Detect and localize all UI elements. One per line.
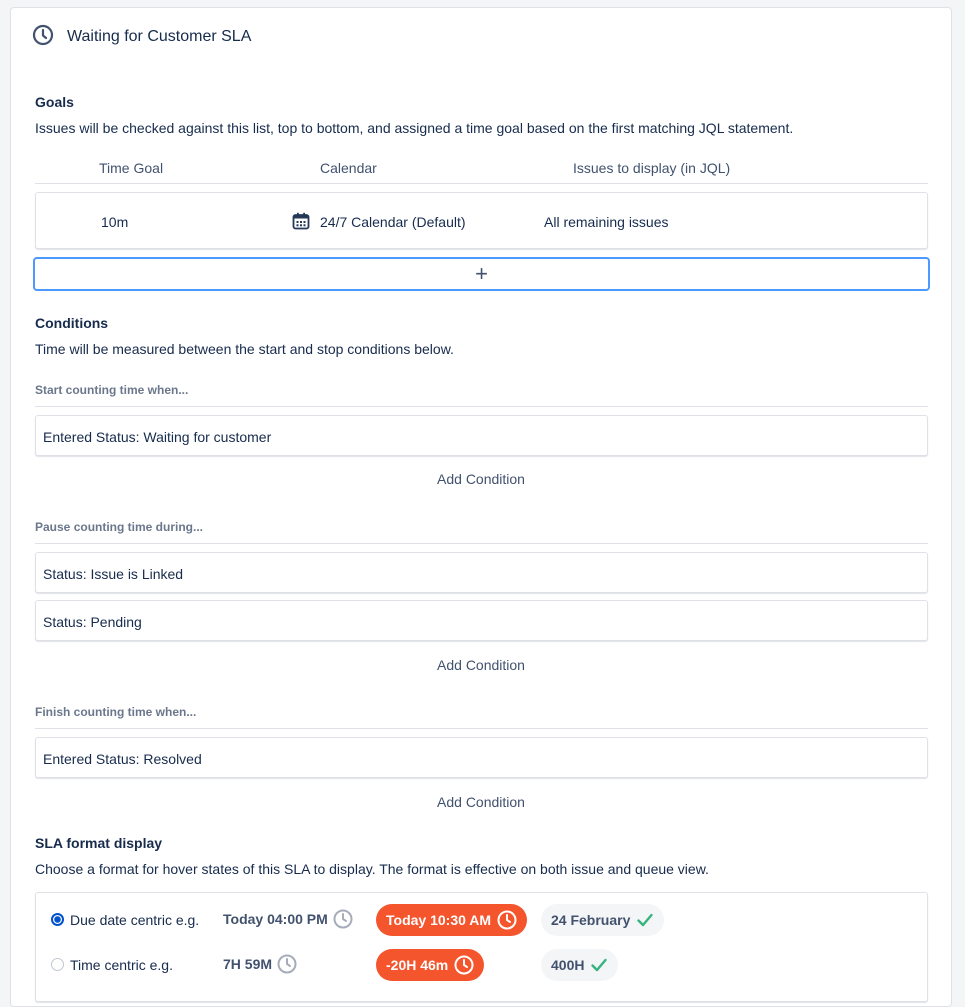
add-start-condition-button[interactable]: Add Condition	[437, 471, 525, 487]
finish-condition-label: Finish counting time when...	[35, 705, 197, 719]
time-centric-radio[interactable]	[51, 958, 64, 971]
column-header-calendar: Calendar	[320, 160, 377, 176]
due-date-option-label[interactable]: Due date centric e.g.	[70, 912, 200, 928]
divider	[35, 183, 928, 184]
clock-icon	[454, 955, 474, 975]
format-options-box	[35, 892, 928, 1002]
divider	[35, 728, 928, 729]
pause-condition-item[interactable]	[35, 552, 928, 593]
divider	[35, 406, 928, 407]
condition-text: Entered Status: Resolved	[43, 751, 202, 767]
example-breached-pill	[376, 949, 484, 981]
goal-jql: All remaining issues	[544, 214, 669, 230]
check-icon	[590, 956, 608, 974]
add-goal-button[interactable]: +	[33, 257, 930, 291]
pause-condition-label: Pause counting time during...	[35, 520, 204, 534]
goal-time: 10m	[101, 214, 129, 230]
example-plain-text: Today 04:00 PM	[223, 911, 328, 927]
condition-text: Status: Pending	[43, 614, 142, 630]
condition-text: Status: Issue is Linked	[43, 566, 184, 582]
due-date-radio[interactable]	[51, 913, 64, 926]
example-plain	[223, 954, 297, 974]
clock-icon	[277, 954, 297, 974]
add-pause-condition-button[interactable]: Add Condition	[437, 657, 525, 673]
check-icon	[636, 911, 654, 929]
example-met-text: 24 February	[551, 912, 631, 928]
page-title: Waiting for Customer SLA	[67, 28, 252, 45]
goals-description: Issues will be checked against this list, top to bottom, and assigned a time goal based on the first matching JQL statement.	[35, 120, 794, 136]
add-finish-condition-button[interactable]: Add Condition	[437, 794, 525, 810]
example-met-pill	[541, 949, 618, 981]
conditions-description: Time will be measured between the start and stop conditions below.	[35, 341, 454, 357]
example-plain	[223, 909, 353, 929]
clock-icon	[497, 910, 517, 930]
divider	[35, 543, 928, 544]
condition-text: Entered Status: Waiting for customer	[43, 429, 272, 445]
start-condition-item[interactable]	[35, 415, 928, 456]
example-breached-pill	[376, 904, 527, 936]
sla-card	[10, 7, 952, 1007]
finish-condition-item[interactable]	[35, 737, 928, 778]
clock-icon	[32, 24, 54, 46]
goal-row[interactable]	[35, 192, 928, 249]
column-header-time-goal: Time Goal	[99, 160, 164, 176]
example-met-pill	[541, 904, 664, 936]
conditions-heading: Conditions	[35, 315, 109, 331]
format-heading: SLA format display	[35, 835, 163, 851]
clock-icon	[333, 909, 353, 929]
goal-calendar: 24/7 Calendar (Default)	[320, 214, 466, 230]
example-plain-text: 7H 59M	[223, 956, 273, 972]
example-met-text: 400H	[551, 957, 585, 973]
format-description: Choose a format for hover states of this SLA to display. The format is effective on both issue and queue view.	[35, 861, 709, 877]
calendar-icon	[292, 212, 310, 230]
example-breached-text: -20H 46m	[386, 957, 449, 973]
time-centric-option-label[interactable]: Time centric e.g.	[70, 957, 173, 973]
example-breached-text: Today 10:30 AM	[386, 912, 492, 928]
goals-heading: Goals	[35, 94, 74, 110]
column-header-jql: Issues to display (in JQL)	[573, 160, 731, 176]
pause-condition-item[interactable]	[35, 600, 928, 641]
start-condition-label: Start counting time when...	[35, 383, 189, 397]
